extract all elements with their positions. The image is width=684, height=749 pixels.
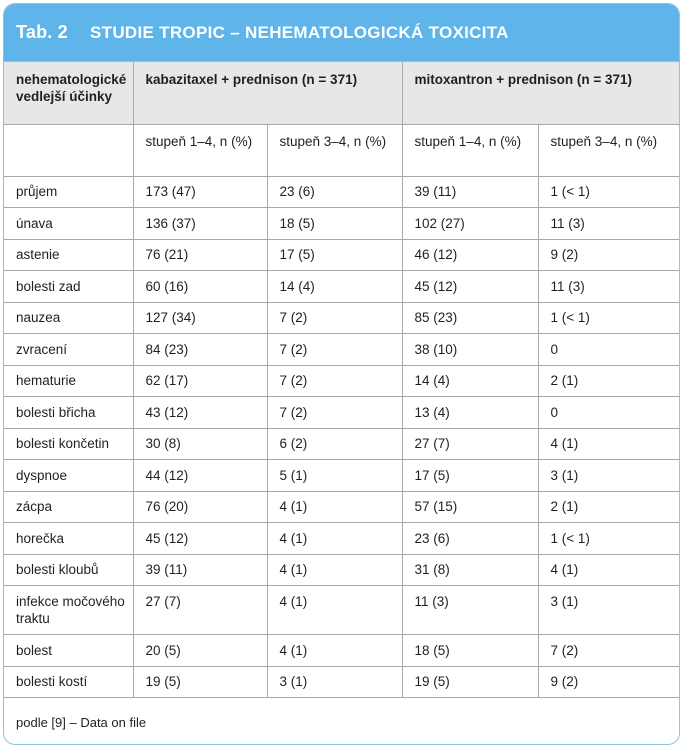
side-effect-name: únava — [4, 208, 133, 240]
table-cell: 0 — [538, 334, 680, 366]
side-effect-name: bolesti kostí — [4, 666, 133, 698]
table-cell: 1 (< 1) — [538, 523, 680, 555]
table-cell: 23 (6) — [402, 523, 538, 555]
table-cell: 4 (1) — [267, 523, 402, 555]
table-cell: 1 (< 1) — [538, 302, 680, 334]
table-cell: 9 (2) — [538, 239, 680, 271]
table-row — [4, 239, 680, 271]
grade-header: stupeň 1–4, n (%) — [402, 124, 538, 176]
table-cell: 3 (1) — [538, 586, 680, 635]
table-cell: 1 (< 1) — [538, 176, 680, 208]
table-cell: 39 (11) — [133, 554, 267, 586]
table-cell: 39 (11) — [402, 176, 538, 208]
table-row — [4, 554, 680, 586]
table-row — [4, 176, 680, 208]
mitoxantrone-group-header: mitoxantron + prednison (n = 371) — [402, 62, 680, 124]
table-cell: 13 (4) — [402, 397, 538, 429]
table-cell: 136 (37) — [133, 208, 267, 240]
table-row — [4, 635, 680, 667]
empty-header-cell — [4, 124, 133, 176]
table-cell: 173 (47) — [133, 176, 267, 208]
table-cell: 43 (12) — [133, 397, 267, 429]
table-cell: 0 — [538, 397, 680, 429]
table-row — [4, 428, 680, 460]
table-row — [4, 302, 680, 334]
table-number: Tab. 2 — [16, 22, 68, 42]
side-effect-name: bolest — [4, 635, 133, 667]
table-cell: 6 (2) — [267, 428, 402, 460]
table-row — [4, 460, 680, 492]
table-cell: 76 (20) — [133, 491, 267, 523]
table-cell: 84 (23) — [133, 334, 267, 366]
table-cell: 2 (1) — [538, 365, 680, 397]
table-cell: 7 (2) — [267, 397, 402, 429]
table-cell: 5 (1) — [267, 460, 402, 492]
table-cell: 11 (3) — [538, 208, 680, 240]
side-effect-name: infekce močového traktu — [4, 586, 133, 635]
table-cell: 45 (12) — [402, 271, 538, 303]
table-cell: 4 (1) — [538, 428, 680, 460]
table-cell: 60 (16) — [133, 271, 267, 303]
table-cell: 27 (7) — [402, 428, 538, 460]
side-effect-name: bolesti končetin — [4, 428, 133, 460]
table-row — [4, 491, 680, 523]
toxicity-table — [4, 62, 680, 745]
table-cell: 14 (4) — [402, 365, 538, 397]
table-cell: 3 (1) — [538, 460, 680, 492]
table-title: STUDIE TROPIC – NEHEMATOLOGICKÁ TOXICITA — [90, 22, 509, 42]
table-cell: 4 (1) — [267, 635, 402, 667]
table-cell: 20 (5) — [133, 635, 267, 667]
grade-header: stupeň 3–4, n (%) — [538, 124, 680, 176]
cabazitaxel-group-header: kabazitaxel + prednison (n = 371) — [133, 62, 402, 124]
table-cell: 23 (6) — [267, 176, 402, 208]
table-cell: 4 (1) — [267, 554, 402, 586]
footnote: podle [9] – Data on file — [4, 698, 680, 746]
table-cell: 45 (12) — [133, 523, 267, 555]
side-effects-column-header: nehematologické vedlejší účinky — [4, 62, 133, 124]
grade-header: stupeň 3–4, n (%) — [267, 124, 402, 176]
table-cell: 76 (21) — [133, 239, 267, 271]
table-cell: 38 (10) — [402, 334, 538, 366]
side-effect-name: bolesti kloubů — [4, 554, 133, 586]
table-row — [4, 365, 680, 397]
side-effect-name: dyspnoe — [4, 460, 133, 492]
table-cell: 46 (12) — [402, 239, 538, 271]
table-row — [4, 666, 680, 698]
table-cell: 85 (23) — [402, 302, 538, 334]
table-row — [4, 586, 680, 635]
side-effect-name: zvracení — [4, 334, 133, 366]
side-effect-name: bolesti zad — [4, 271, 133, 303]
table-cell: 62 (17) — [133, 365, 267, 397]
grade-header: stupeň 1–4, n (%) — [133, 124, 267, 176]
table-cell: 4 (1) — [538, 554, 680, 586]
side-effect-name: nauzea — [4, 302, 133, 334]
table-frame — [3, 3, 680, 745]
table-cell: 2 (1) — [538, 491, 680, 523]
table-cell: 127 (34) — [133, 302, 267, 334]
table-cell: 7 (2) — [267, 334, 402, 366]
table-cell: 17 (5) — [267, 239, 402, 271]
table-cell: 27 (7) — [133, 586, 267, 635]
table-cell: 18 (5) — [267, 208, 402, 240]
table-cell: 14 (4) — [267, 271, 402, 303]
table-cell: 17 (5) — [402, 460, 538, 492]
side-effect-name: horečka — [4, 523, 133, 555]
table-cell: 19 (5) — [133, 666, 267, 698]
table-cell: 9 (2) — [538, 666, 680, 698]
table-cell: 4 (1) — [267, 586, 402, 635]
table-cell: 7 (2) — [538, 635, 680, 667]
table-row — [4, 208, 680, 240]
grade-header-row — [4, 124, 680, 176]
table-cell: 11 (3) — [402, 586, 538, 635]
table-row — [4, 334, 680, 366]
side-effect-name: bolesti břicha — [4, 397, 133, 429]
side-effect-name: průjem — [4, 176, 133, 208]
table-cell: 44 (12) — [133, 460, 267, 492]
table-cell: 30 (8) — [133, 428, 267, 460]
table-cell: 57 (15) — [402, 491, 538, 523]
table-cell: 3 (1) — [267, 666, 402, 698]
side-effect-name: hematurie — [4, 365, 133, 397]
group-header-row — [4, 62, 680, 124]
table-cell: 7 (2) — [267, 365, 402, 397]
table-row — [4, 271, 680, 303]
table-cell: 7 (2) — [267, 302, 402, 334]
table-cell: 4 (1) — [267, 491, 402, 523]
table-header — [4, 4, 679, 62]
table-row — [4, 397, 680, 429]
table-cell: 18 (5) — [402, 635, 538, 667]
table-cell: 11 (3) — [538, 271, 680, 303]
table-cell: 102 (27) — [402, 208, 538, 240]
side-effect-name: astenie — [4, 239, 133, 271]
table-cell: 19 (5) — [402, 666, 538, 698]
side-effect-name: zácpa — [4, 491, 133, 523]
table-row — [4, 523, 680, 555]
table-cell: 31 (8) — [402, 554, 538, 586]
